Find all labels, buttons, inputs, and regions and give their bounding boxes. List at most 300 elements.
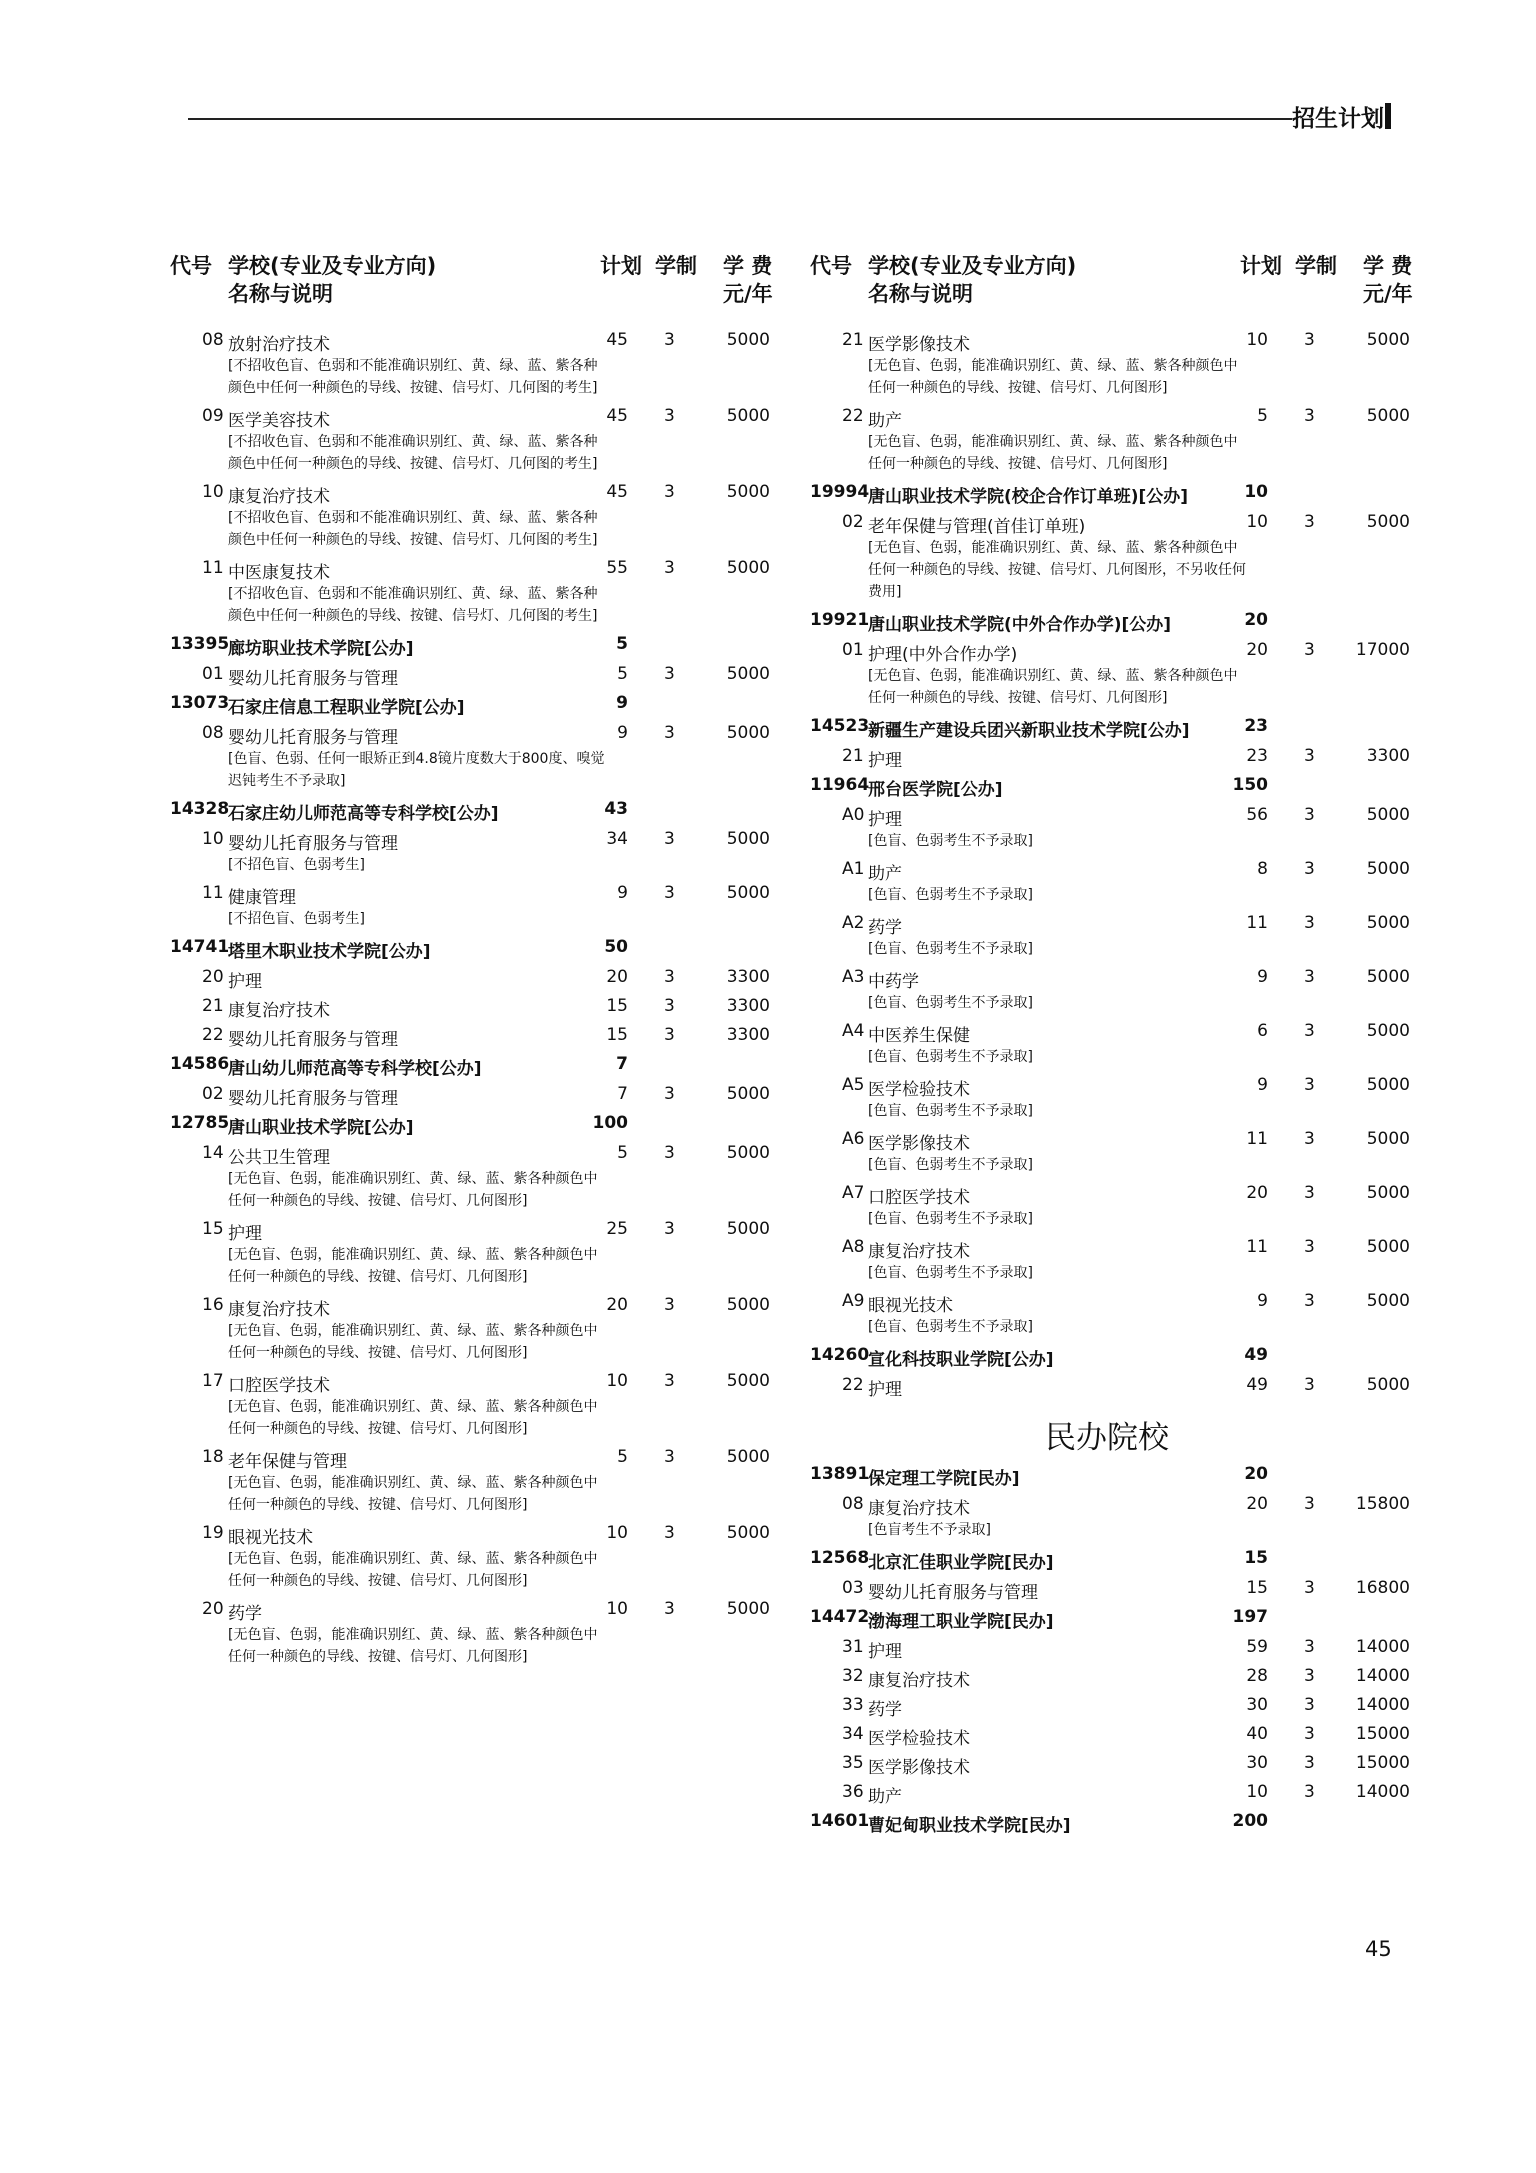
major-name: 医学检验技术 (868, 1729, 970, 1749)
major-fee: 5000 (726, 664, 770, 684)
major-plan: 25 (606, 1219, 628, 1239)
major-fee: 14000 (1355, 1666, 1410, 1686)
major-fee: 5000 (726, 1143, 770, 1163)
major-note: [无色盲、色弱，能准确识别红、黄、绿、蓝、紫各种颜色中任何一种颜色的导线、按键、信号灯、几何图形] (868, 358, 1238, 396)
school-code: 11964 (810, 775, 870, 795)
major-years: 3 (664, 406, 675, 426)
school-code: 14260 (810, 1345, 870, 1365)
major-row (810, 855, 1450, 884)
major-years: 3 (664, 1143, 675, 1163)
major-note: [不招色盲、色弱考生] (228, 911, 365, 927)
major-note: [不招收色盲、色弱和不能准确识别红、黄、绿、蓝、紫各种颜色中任何一种颜色的导线、按键、信号灯、几何图的考生] (228, 586, 598, 624)
major-fee: 14000 (1355, 1637, 1410, 1657)
section-heading (810, 1400, 1450, 1460)
major-code: 22 (842, 406, 864, 426)
major-plan: 6 (1257, 1021, 1268, 1041)
major-name: 药学 (868, 1700, 902, 1720)
page-number: 45 (1365, 1937, 1392, 1961)
major-row (810, 742, 1450, 771)
school-code: 14601 (810, 1811, 870, 1831)
major-plan: 10 (1246, 1782, 1268, 1802)
major-years: 3 (664, 1599, 675, 1619)
major-note: [色盲、色弱考生不予录取] (868, 1265, 1033, 1281)
major-years: 3 (1304, 1291, 1315, 1311)
major-row (810, 1125, 1450, 1154)
major-years: 3 (1304, 330, 1315, 350)
major-row (170, 1595, 810, 1624)
major-years: 3 (664, 1523, 675, 1543)
header-code: 代号 (810, 254, 852, 278)
major-plan: 11 (1246, 1237, 1268, 1257)
header-fee-sub: 元/年 (1363, 282, 1413, 306)
major-code: 03 (842, 1578, 864, 1598)
major-name: 中药学 (868, 972, 919, 992)
major-fee: 5000 (1366, 330, 1410, 350)
header-school-sub: 名称与说明 (228, 282, 333, 306)
major-plan: 56 (1246, 805, 1268, 825)
major-note: [色盲、色弱、任何一眼矫正到4.8镜片度数大于800度、嗅觉迟钝考生不予录取] (228, 751, 605, 789)
major-code: 08 (202, 330, 224, 350)
school-name: 曹妃甸职业技术学院[民办] (868, 1816, 1071, 1836)
major-name: 公共卫生管理 (228, 1148, 330, 1168)
major-note: [色盲、色弱考生不予录取] (868, 833, 1033, 849)
major-name: 康复治疗技术 (868, 1671, 970, 1691)
major-plan: 34 (606, 829, 628, 849)
major-plan: 59 (1246, 1637, 1268, 1657)
major-years: 3 (664, 1025, 675, 1045)
school-row (170, 1050, 810, 1080)
major-code: A4 (842, 1021, 865, 1041)
major-plan: 20 (1246, 1494, 1268, 1514)
major-code: 10 (202, 482, 224, 502)
major-code: 14 (202, 1143, 224, 1163)
school-code: 19994 (810, 482, 870, 502)
school-name: 宣化科技职业学院[公办] (868, 1350, 1054, 1370)
major-plan: 15 (1246, 1578, 1268, 1598)
school-code: 19921 (810, 610, 870, 630)
school-row (810, 1544, 1450, 1574)
major-fee: 15000 (1355, 1753, 1410, 1773)
major-code: 16 (202, 1295, 224, 1315)
major-plan: 23 (1246, 746, 1268, 766)
school-plan: 50 (604, 937, 628, 957)
major-code: 02 (202, 1084, 224, 1104)
major-name: 护理 (868, 1380, 902, 1400)
major-years: 3 (664, 330, 675, 350)
major-plan: 9 (617, 883, 628, 903)
major-code: 36 (842, 1782, 864, 1802)
major-years: 3 (664, 883, 675, 903)
major-fee: 5000 (1366, 913, 1410, 933)
major-fee: 5000 (726, 1219, 770, 1239)
major-years: 3 (1304, 512, 1315, 532)
major-note: [无色盲、色弱，能准确识别红、黄、绿、蓝、紫各种颜色中任何一种颜色的导线、按键、信号灯、几何图形] (228, 1247, 598, 1285)
major-code: A8 (842, 1237, 865, 1257)
major-name: 康复治疗技术 (868, 1242, 970, 1262)
major-name: 中医养生保健 (868, 1026, 970, 1046)
major-fee: 5000 (726, 1371, 770, 1391)
major-fee: 5000 (1366, 859, 1410, 879)
major-plan: 10 (1246, 330, 1268, 350)
header-years: 学制 (655, 254, 697, 278)
major-years: 3 (664, 558, 675, 578)
major-years: 3 (1304, 1375, 1315, 1395)
major-code: 21 (842, 330, 864, 350)
major-note: [色盲、色弱考生不予录取] (868, 1049, 1033, 1065)
major-years: 3 (1304, 1129, 1315, 1149)
school-name: 唐山职业技术学院(校企合作订单班)[公办] (868, 487, 1189, 507)
major-row (170, 1021, 810, 1050)
major-fee: 5000 (726, 558, 770, 578)
major-fee: 5000 (1366, 1291, 1410, 1311)
school-plan: 20 (1244, 610, 1268, 630)
major-name: 放射治疗技术 (228, 335, 330, 355)
major-plan: 9 (1257, 967, 1268, 987)
major-code: 21 (202, 996, 224, 1016)
major-years: 3 (664, 967, 675, 987)
major-code: 08 (202, 723, 224, 743)
school-plan: 100 (592, 1113, 628, 1133)
major-fee: 5000 (726, 1295, 770, 1315)
major-code: 17 (202, 1371, 224, 1391)
major-code: 08 (842, 1494, 864, 1514)
major-plan: 20 (1246, 640, 1268, 660)
major-row (170, 1080, 810, 1109)
major-row (810, 963, 1450, 992)
major-code: 09 (202, 406, 224, 426)
major-name: 医学影像技术 (868, 1134, 970, 1154)
major-fee: 5000 (726, 723, 770, 743)
major-fee: 5000 (726, 1084, 770, 1104)
school-code: 14472 (810, 1607, 870, 1627)
school-row (810, 771, 1450, 801)
school-name: 石家庄信息工程职业学院[公办] (228, 698, 465, 718)
header-school: 学校(专业及专业方向) (868, 254, 1077, 278)
school-code: 14741 (170, 937, 230, 957)
major-plan: 7 (617, 1084, 628, 1104)
major-plan: 9 (617, 723, 628, 743)
major-name: 护理 (228, 972, 262, 992)
major-name: 婴幼儿托育服务与管理 (228, 728, 398, 748)
major-name: 医学美容技术 (228, 411, 330, 431)
major-plan: 15 (606, 1025, 628, 1045)
major-code: A5 (842, 1075, 865, 1095)
major-code: A3 (842, 967, 865, 987)
major-years: 3 (1304, 1183, 1315, 1203)
major-fee: 14000 (1355, 1695, 1410, 1715)
major-name: 护理 (228, 1224, 262, 1244)
major-row (170, 719, 810, 748)
major-name: 医学检验技术 (868, 1080, 970, 1100)
school-name: 北京汇佳职业学院[民办] (868, 1553, 1054, 1573)
major-code: 10 (202, 829, 224, 849)
school-row (170, 630, 810, 660)
major-name: 眼视光技术 (228, 1528, 313, 1548)
major-code: 11 (202, 558, 224, 578)
major-plan: 9 (1257, 1075, 1268, 1095)
school-name: 渤海理工职业学院[民办] (868, 1612, 1054, 1632)
major-name: 医学影像技术 (868, 335, 970, 355)
major-plan: 20 (606, 1295, 628, 1315)
school-row (170, 933, 810, 963)
major-years: 3 (1304, 1666, 1315, 1686)
school-plan: 7 (616, 1054, 628, 1074)
school-plan: 10 (1244, 482, 1268, 502)
major-code: A2 (842, 913, 865, 933)
major-name: 中医康复技术 (228, 563, 330, 583)
major-fee: 14000 (1355, 1782, 1410, 1802)
school-row (170, 1109, 810, 1139)
school-name: 唐山职业技术学院(中外合作办学)[公办] (868, 615, 1172, 635)
major-fee: 5000 (1366, 406, 1410, 426)
major-plan: 5 (617, 664, 628, 684)
major-name: 老年保健与管理 (228, 1452, 347, 1472)
major-code: 01 (202, 664, 224, 684)
major-fee: 5000 (1366, 1237, 1410, 1257)
major-name: 护理 (868, 1642, 902, 1662)
major-row (170, 478, 810, 507)
major-note: [无色盲、色弱，能准确识别红、黄、绿、蓝、紫各种颜色中任何一种颜色的导线、按键、信号灯、几何图形] (868, 668, 1238, 706)
header-rule (188, 118, 1292, 120)
major-note: [色盲、色弱考生不予录取] (868, 887, 1033, 903)
school-name: 邢台医学院[公办] (868, 780, 1003, 800)
major-name: 眼视光技术 (868, 1296, 953, 1316)
major-years: 3 (1304, 1724, 1315, 1744)
major-fee: 5000 (726, 1447, 770, 1467)
major-plan: 55 (606, 558, 628, 578)
major-plan: 49 (1246, 1375, 1268, 1395)
major-row (810, 909, 1450, 938)
school-row (810, 1807, 1450, 1837)
school-code: 12568 (810, 1548, 870, 1568)
major-row (810, 1287, 1450, 1316)
major-row (170, 1139, 810, 1168)
major-row (810, 1179, 1450, 1208)
major-row (810, 402, 1450, 431)
major-row (810, 1691, 1450, 1720)
major-code: 31 (842, 1637, 864, 1657)
major-years: 3 (664, 1371, 675, 1391)
major-years: 3 (1304, 1021, 1315, 1041)
major-name: 婴幼儿托育服务与管理 (868, 1583, 1038, 1603)
major-name: 康复治疗技术 (228, 1300, 330, 1320)
major-note: [色盲考生不予录取] (868, 1522, 991, 1538)
header-code: 代号 (170, 254, 212, 278)
header-fee: 学 费 (723, 254, 773, 278)
table-header (810, 250, 1450, 326)
major-years: 3 (1304, 406, 1315, 426)
major-row (810, 508, 1450, 537)
school-code: 13891 (810, 1464, 870, 1484)
major-note: [无色盲、色弱，能准确识别红、黄、绿、蓝、紫各种颜色中任何一种颜色的导线、按键、信号灯、几何图形] (228, 1171, 598, 1209)
major-fee: 3300 (726, 996, 770, 1016)
header-school-sub: 名称与说明 (868, 282, 973, 306)
school-plan: 23 (1244, 716, 1268, 736)
major-code: 32 (842, 1666, 864, 1686)
major-fee: 15000 (1355, 1724, 1410, 1744)
running-header-title: 招生计划 (1292, 106, 1384, 132)
major-code: 34 (842, 1724, 864, 1744)
major-code: 02 (842, 512, 864, 532)
school-name: 廊坊职业技术学院[公办] (228, 639, 414, 659)
school-code: 14586 (170, 1054, 230, 1074)
major-years: 3 (1304, 746, 1315, 766)
major-code: A0 (842, 805, 865, 825)
major-years: 3 (1304, 1075, 1315, 1095)
school-name: 塔里木职业技术学院[公办] (228, 942, 431, 962)
header-school: 学校(专业及专业方向) (228, 254, 437, 278)
major-fee: 5000 (1366, 805, 1410, 825)
major-plan: 5 (1257, 406, 1268, 426)
major-plan: 11 (1246, 913, 1268, 933)
major-name: 药学 (868, 918, 902, 938)
major-fee: 15800 (1355, 1494, 1410, 1514)
major-row (170, 1443, 810, 1472)
major-row (170, 1519, 810, 1548)
school-code: 14523 (810, 716, 870, 736)
school-name: 石家庄幼儿师范高等专科学校[公办] (228, 804, 499, 824)
major-row (810, 1233, 1450, 1262)
school-name: 新疆生产建设兵团兴新职业技术学院[公办] (868, 721, 1190, 741)
major-note: [色盲、色弱考生不予录取] (868, 941, 1033, 957)
school-row (810, 606, 1450, 636)
major-row (170, 825, 810, 854)
major-fee: 5000 (726, 330, 770, 350)
major-code: A1 (842, 859, 865, 879)
major-code: 01 (842, 640, 864, 660)
major-name: 护理(中外合作办学) (868, 645, 1018, 665)
major-name: 护理 (868, 810, 902, 830)
major-row (810, 1662, 1450, 1691)
major-row (170, 554, 810, 583)
major-name: 护理 (868, 751, 902, 771)
major-years: 3 (1304, 1782, 1315, 1802)
major-plan: 8 (1257, 859, 1268, 879)
major-name: 康复治疗技术 (868, 1499, 970, 1519)
major-row (170, 402, 810, 431)
major-row (170, 879, 810, 908)
school-plan: 9 (616, 693, 628, 713)
major-row (810, 1720, 1450, 1749)
major-code: A7 (842, 1183, 865, 1203)
major-row (170, 1215, 810, 1244)
school-code: 14328 (170, 799, 230, 819)
major-code: A6 (842, 1129, 865, 1149)
section-title: 民办院校 (1045, 1420, 1169, 1456)
major-note: [色盲、色弱考生不予录取] (868, 1319, 1033, 1335)
right-rows (810, 326, 1450, 1837)
school-plan: 200 (1232, 1811, 1268, 1831)
major-row (810, 1071, 1450, 1100)
major-years: 3 (664, 664, 675, 684)
school-code: 13073 (170, 693, 230, 713)
school-row (810, 1460, 1450, 1490)
major-name: 婴幼儿托育服务与管理 (228, 669, 398, 689)
major-name: 婴幼儿托育服务与管理 (228, 834, 398, 854)
major-row (810, 1017, 1450, 1046)
school-row (810, 1341, 1450, 1371)
major-plan: 40 (1246, 1724, 1268, 1744)
major-note: [无色盲、色弱，能准确识别红、黄、绿、蓝、紫各种颜色中任何一种颜色的导线、按键、信号灯、几何图形] (228, 1627, 598, 1665)
school-plan: 20 (1244, 1464, 1268, 1484)
major-code: 21 (842, 746, 864, 766)
major-name: 助产 (868, 411, 902, 431)
major-fee: 3300 (726, 967, 770, 987)
major-note: [无色盲、色弱，能准确识别红、黄、绿、蓝、紫各种颜色中任何一种颜色的导线、按键、信号灯、几何图形] (228, 1551, 598, 1589)
major-years: 3 (664, 1219, 675, 1239)
major-years: 3 (1304, 967, 1315, 987)
school-row (170, 689, 810, 719)
major-row (810, 1574, 1450, 1603)
major-name: 婴幼儿托育服务与管理 (228, 1030, 398, 1050)
major-plan: 10 (606, 1523, 628, 1543)
major-row (810, 326, 1450, 355)
major-fee: 5000 (726, 883, 770, 903)
major-name: 健康管理 (228, 888, 296, 908)
major-plan: 10 (606, 1371, 628, 1391)
school-name: 唐山幼儿师范高等专科学校[公办] (228, 1059, 482, 1079)
major-name: 药学 (228, 1604, 262, 1624)
major-row (170, 1367, 810, 1396)
school-name: 唐山职业技术学院[公办] (228, 1118, 414, 1138)
major-code: 19 (202, 1523, 224, 1543)
major-note: [无色盲、色弱，能准确识别红、黄、绿、蓝、紫各种颜色中任何一种颜色的导线、按键、信号灯、几何图形，不另收任何费用] (868, 540, 1246, 600)
major-years: 3 (1304, 859, 1315, 879)
major-fee: 5000 (1366, 1021, 1410, 1041)
major-years: 3 (1304, 1494, 1315, 1514)
major-code: 11 (202, 883, 224, 903)
major-plan: 5 (617, 1143, 628, 1163)
major-note: [无色盲、色弱，能准确识别红、黄、绿、蓝、紫各种颜色中任何一种颜色的导线、按键、信号灯、几何图形] (868, 434, 1238, 472)
major-fee: 5000 (1366, 1075, 1410, 1095)
major-fee: 5000 (726, 406, 770, 426)
major-years: 3 (1304, 640, 1315, 660)
major-plan: 30 (1246, 1753, 1268, 1773)
header-fee-sub: 元/年 (723, 282, 773, 306)
major-years: 3 (664, 482, 675, 502)
major-fee: 16800 (1355, 1578, 1410, 1598)
school-code: 12785 (170, 1113, 230, 1133)
major-note: [色盲、色弱考生不予录取] (868, 995, 1033, 1011)
school-plan: 15 (1244, 1548, 1268, 1568)
school-row (810, 478, 1450, 508)
major-code: 15 (202, 1219, 224, 1239)
major-row (170, 660, 810, 689)
major-years: 3 (1304, 1237, 1315, 1257)
school-row (810, 1603, 1450, 1633)
left-rows (170, 326, 810, 1671)
major-name: 医学影像技术 (868, 1758, 970, 1778)
major-row (810, 1749, 1450, 1778)
major-row (810, 1490, 1450, 1519)
major-plan: 11 (1246, 1129, 1268, 1149)
major-note: [不招收色盲、色弱和不能准确识别红、黄、绿、蓝、紫各种颜色中任何一种颜色的导线、按键、信号灯、几何图的考生] (228, 358, 598, 396)
major-plan: 28 (1246, 1666, 1268, 1686)
major-name: 口腔医学技术 (228, 1376, 330, 1396)
major-name: 老年保健与管理(首佳订单班) (868, 517, 1086, 537)
school-plan: 5 (616, 634, 628, 654)
major-years: 3 (664, 1447, 675, 1467)
major-fee: 5000 (726, 829, 770, 849)
major-code: 20 (202, 967, 224, 987)
major-plan: 10 (1246, 512, 1268, 532)
major-row (170, 1291, 810, 1320)
major-fee: 5000 (1366, 1375, 1410, 1395)
major-row (810, 636, 1450, 665)
major-note: [无色盲、色弱，能准确识别红、黄、绿、蓝、紫各种颜色中任何一种颜色的导线、按键、信号灯、几何图形] (228, 1399, 598, 1437)
major-code: 20 (202, 1599, 224, 1619)
major-note: [色盲、色弱考生不予录取] (868, 1157, 1033, 1173)
